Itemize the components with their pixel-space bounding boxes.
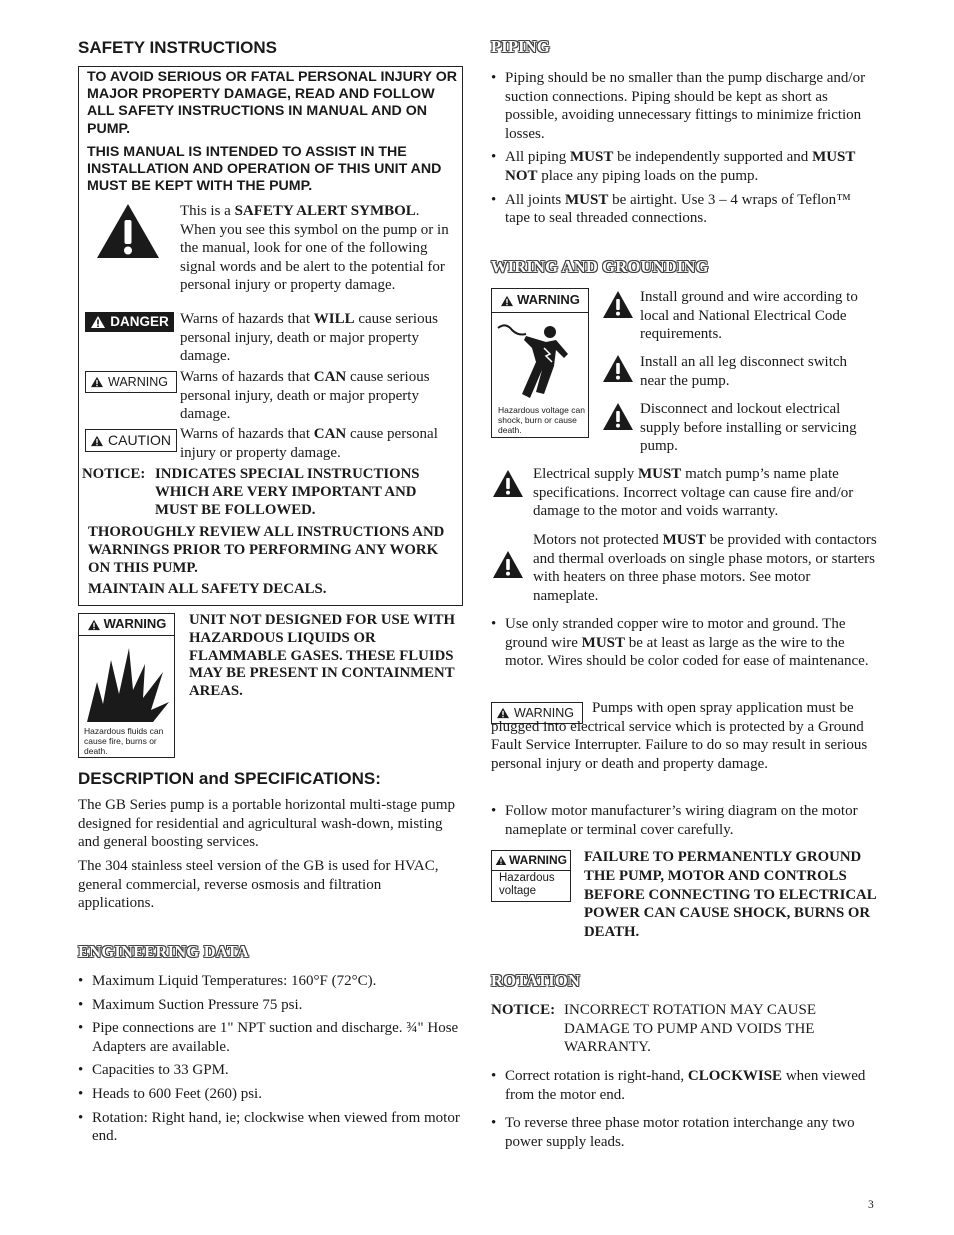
warning-description: Warns of hazards that CAN cause serious personal injury, death or major property damage. [180,369,430,423]
piping-title: PIPING [491,37,550,56]
caution-alert-icon [90,435,104,447]
warning-label: WARNING [85,371,177,393]
alert-symbol-description: This is a SAFETY ALERT SYMBOL. When you see this symbol on the pump or in the manual, look for one of the following signal words and be alert to the potential for personal injury or property damage. [180,203,449,294]
rotation-list [491,1067,875,1156]
alert-triangle-icon [492,469,524,498]
alert-triangle-icon [492,550,524,579]
electric-shock-decal [491,288,589,438]
alert-triangle-icon [602,402,634,431]
description-paragraph-2: The 304 stainless steel version of the GB is used for HVAC, general commercial, reverse osmosis and filtration applications. [78,858,439,912]
copper-wire-list [491,615,875,676]
hazfluid-alert-icon [87,619,101,631]
notice-text: INDICATES SPECIAL INSTRUCTIONS WHICH ARE VERY IMPORTANT AND MUST BE FOLLOWED. [155,466,420,518]
engineering-data-list [78,972,462,1151]
list-item: • All piping MUST be independently supported and MUST NOT place any piping loads on the pump. [491,148,875,185]
list-item: • Follow motor manufacturer’s wiring diagram on the motor nameplate or terminal cover carefully. [491,802,875,839]
rotation-title: ROTATION [491,971,580,990]
caution-description: Warns of hazards that CAN cause personal injury or property damage. [180,426,438,461]
shock-warning-header: WARNING [492,289,588,313]
safety-caps-1: TO AVOID SERIOUS OR FATAL PERSONAL INJURY OR MAJOR PROPERTY DAMAGE, READ AND FOLLOW ALL SAFETY INSTRUCTIONS IN MANUAL AND ON PUMP. [87,69,457,137]
danger-description: Warns of hazards that WILL cause serious personal injury, death or major property damage. [180,311,438,365]
hazardous-fluids-decal [78,613,175,758]
list-item: • Piping should be no smaller than the pump discharge and/or suction connections. Piping should be kept as short as possible, avoiding unnecessary fittings to minimize friction losses. [491,69,875,143]
list-item: • Maximum Liquid Temperatures: 160°F (72°C). [78,972,462,991]
wire-instruction-3: Disconnect and lockout electrical supply before installing or servicing pump. [640,401,857,455]
shock-caption: Hazardous voltage can shock, burn or cause death. [498,405,585,435]
safety-caps-2: THIS MANUAL IS INTENDED TO ASSIST IN THE INSTALLATION AND OPERATION OF THIS UNIT AND MUST BE KEPT WITH THE PUMP. [87,144,442,195]
motor-protection-text: Motors not protected MUST be provided with contactors and thermal overloads on single phase motors, or starters with heaters on three phase motors. See motor nameplate. [533,532,877,604]
follow-wiring-list [491,802,875,844]
description-title: DESCRIPTION and SPECIFICATIONS: [78,769,381,788]
electric-shock-icon [496,316,584,402]
engineering-data-title: ENGINEERING DATA [78,942,249,961]
danger-label: DANGER [85,312,174,332]
ground-warning-decal [491,850,571,902]
electrical-supply-text: Electrical supply MUST match pump’s name plate specifications. Incorrect voltage can cause fire and/or damage to the motor and voids warranty. [533,466,854,520]
danger-alert-icon [90,315,106,329]
ground-alert-icon [495,855,507,866]
list-item: • Heads to 600 Feet (260) psi. [78,1085,462,1104]
list-item: • Correct rotation is right-hand, CLOCKWISE when viewed from the motor end. [491,1067,875,1104]
piping-list [491,69,875,233]
hazfluid-warning-text: UNIT NOT DESIGNED FOR USE WITH HAZARDOUS LIQUIDS OR FLAMMABLE GASES. THESE FLUIDS MAY BE PRESENT IN CONTAINMENT AREAS. [189,612,456,700]
caution-label: CAUTION [85,429,177,452]
review-warning-text: THOROUGHLY REVIEW ALL INSTRUCTIONS AND WARNINGS PRIOR TO PERFORMING ANY WORK ON THIS PUMP. [88,524,445,576]
safety-instructions-title: SAFETY INSTRUCTIONS [78,38,277,57]
alert-triangle-icon [602,354,634,383]
ground-caption: Hazardous voltage [499,872,555,897]
explosion-icon [83,642,171,726]
safety-alert-icon [95,202,161,260]
shock-alert-icon [500,295,514,307]
list-item: • Capacities to 33 GPM. [78,1061,462,1080]
wire-instruction-1: Install ground and wire according to local and National Electrical Code requirements. [640,289,858,343]
gfi-warning-text: Pumps with open spray application must be plugged into electrical service which is protected by a Ground Fault Service Interrupter. Failure to do so may result in serious personal injury or death and property damage. [491,700,868,772]
hazfluid-caption: Hazardous fluids can cause fire, burns or death. [84,726,164,756]
list-item: • Maximum Suction Pressure 75 psi. [78,996,462,1015]
ground-warning-header: WARNING [492,851,570,871]
notice-label: NOTICE: [82,466,146,482]
list-item: • To reverse three phase motor rotation interchange any two power supply leads. [491,1114,875,1151]
hazfluid-warning-header: WARNING [79,614,174,636]
list-item: • Pipe connections are 1" NPT suction and discharge. ¾" Hose Adapters are available. [78,1019,462,1056]
wiring-grounding-title: WIRING AND GROUNDING [491,257,709,276]
alert-triangle-icon [602,290,634,319]
wire-instruction-2: Install an all leg disconnect switch near the pump. [640,354,848,389]
gfi-warning-label: WARNING [491,702,583,724]
safety-box [78,66,463,606]
maintain-decals-text: MAINTAIN ALL SAFETY DECALS. [88,581,327,597]
rotation-notice-label: NOTICE: [491,1002,556,1018]
description-paragraph-1: The GB Series pump is a portable horizontal multi-stage pump designed for residential and agricultural wash-down, misting and general boosting services. [78,797,456,851]
list-item: • Rotation: Right hand, ie; clockwise when viewed from motor end. [78,1109,462,1146]
list-item: • All joints MUST be airtight. Use 3 – 4 wraps of Teflon™ tape to seal threaded connections. [491,191,875,228]
list-item: • Use only stranded copper wire to motor and ground. The ground wire MUST be at least as large as the wire to the motor. Wires should be color coded for ease of maintenance. [491,615,875,671]
ground-warning-text: FAILURE TO PERMANENTLY GROUND THE PUMP, MOTOR AND CONTROLS BEFORE CONNECTING TO ELECTRICAL POWER CAN CAUSE SHOCK, BURNS OR DEATH. [584,849,876,941]
page-number: 3 [868,1199,874,1211]
warning-alert-icon [90,376,104,388]
rotation-notice-text: INCORRECT ROTATION MAY CAUSE DAMAGE TO PUMP AND VOIDS THE WARRANTY. [564,1002,817,1056]
